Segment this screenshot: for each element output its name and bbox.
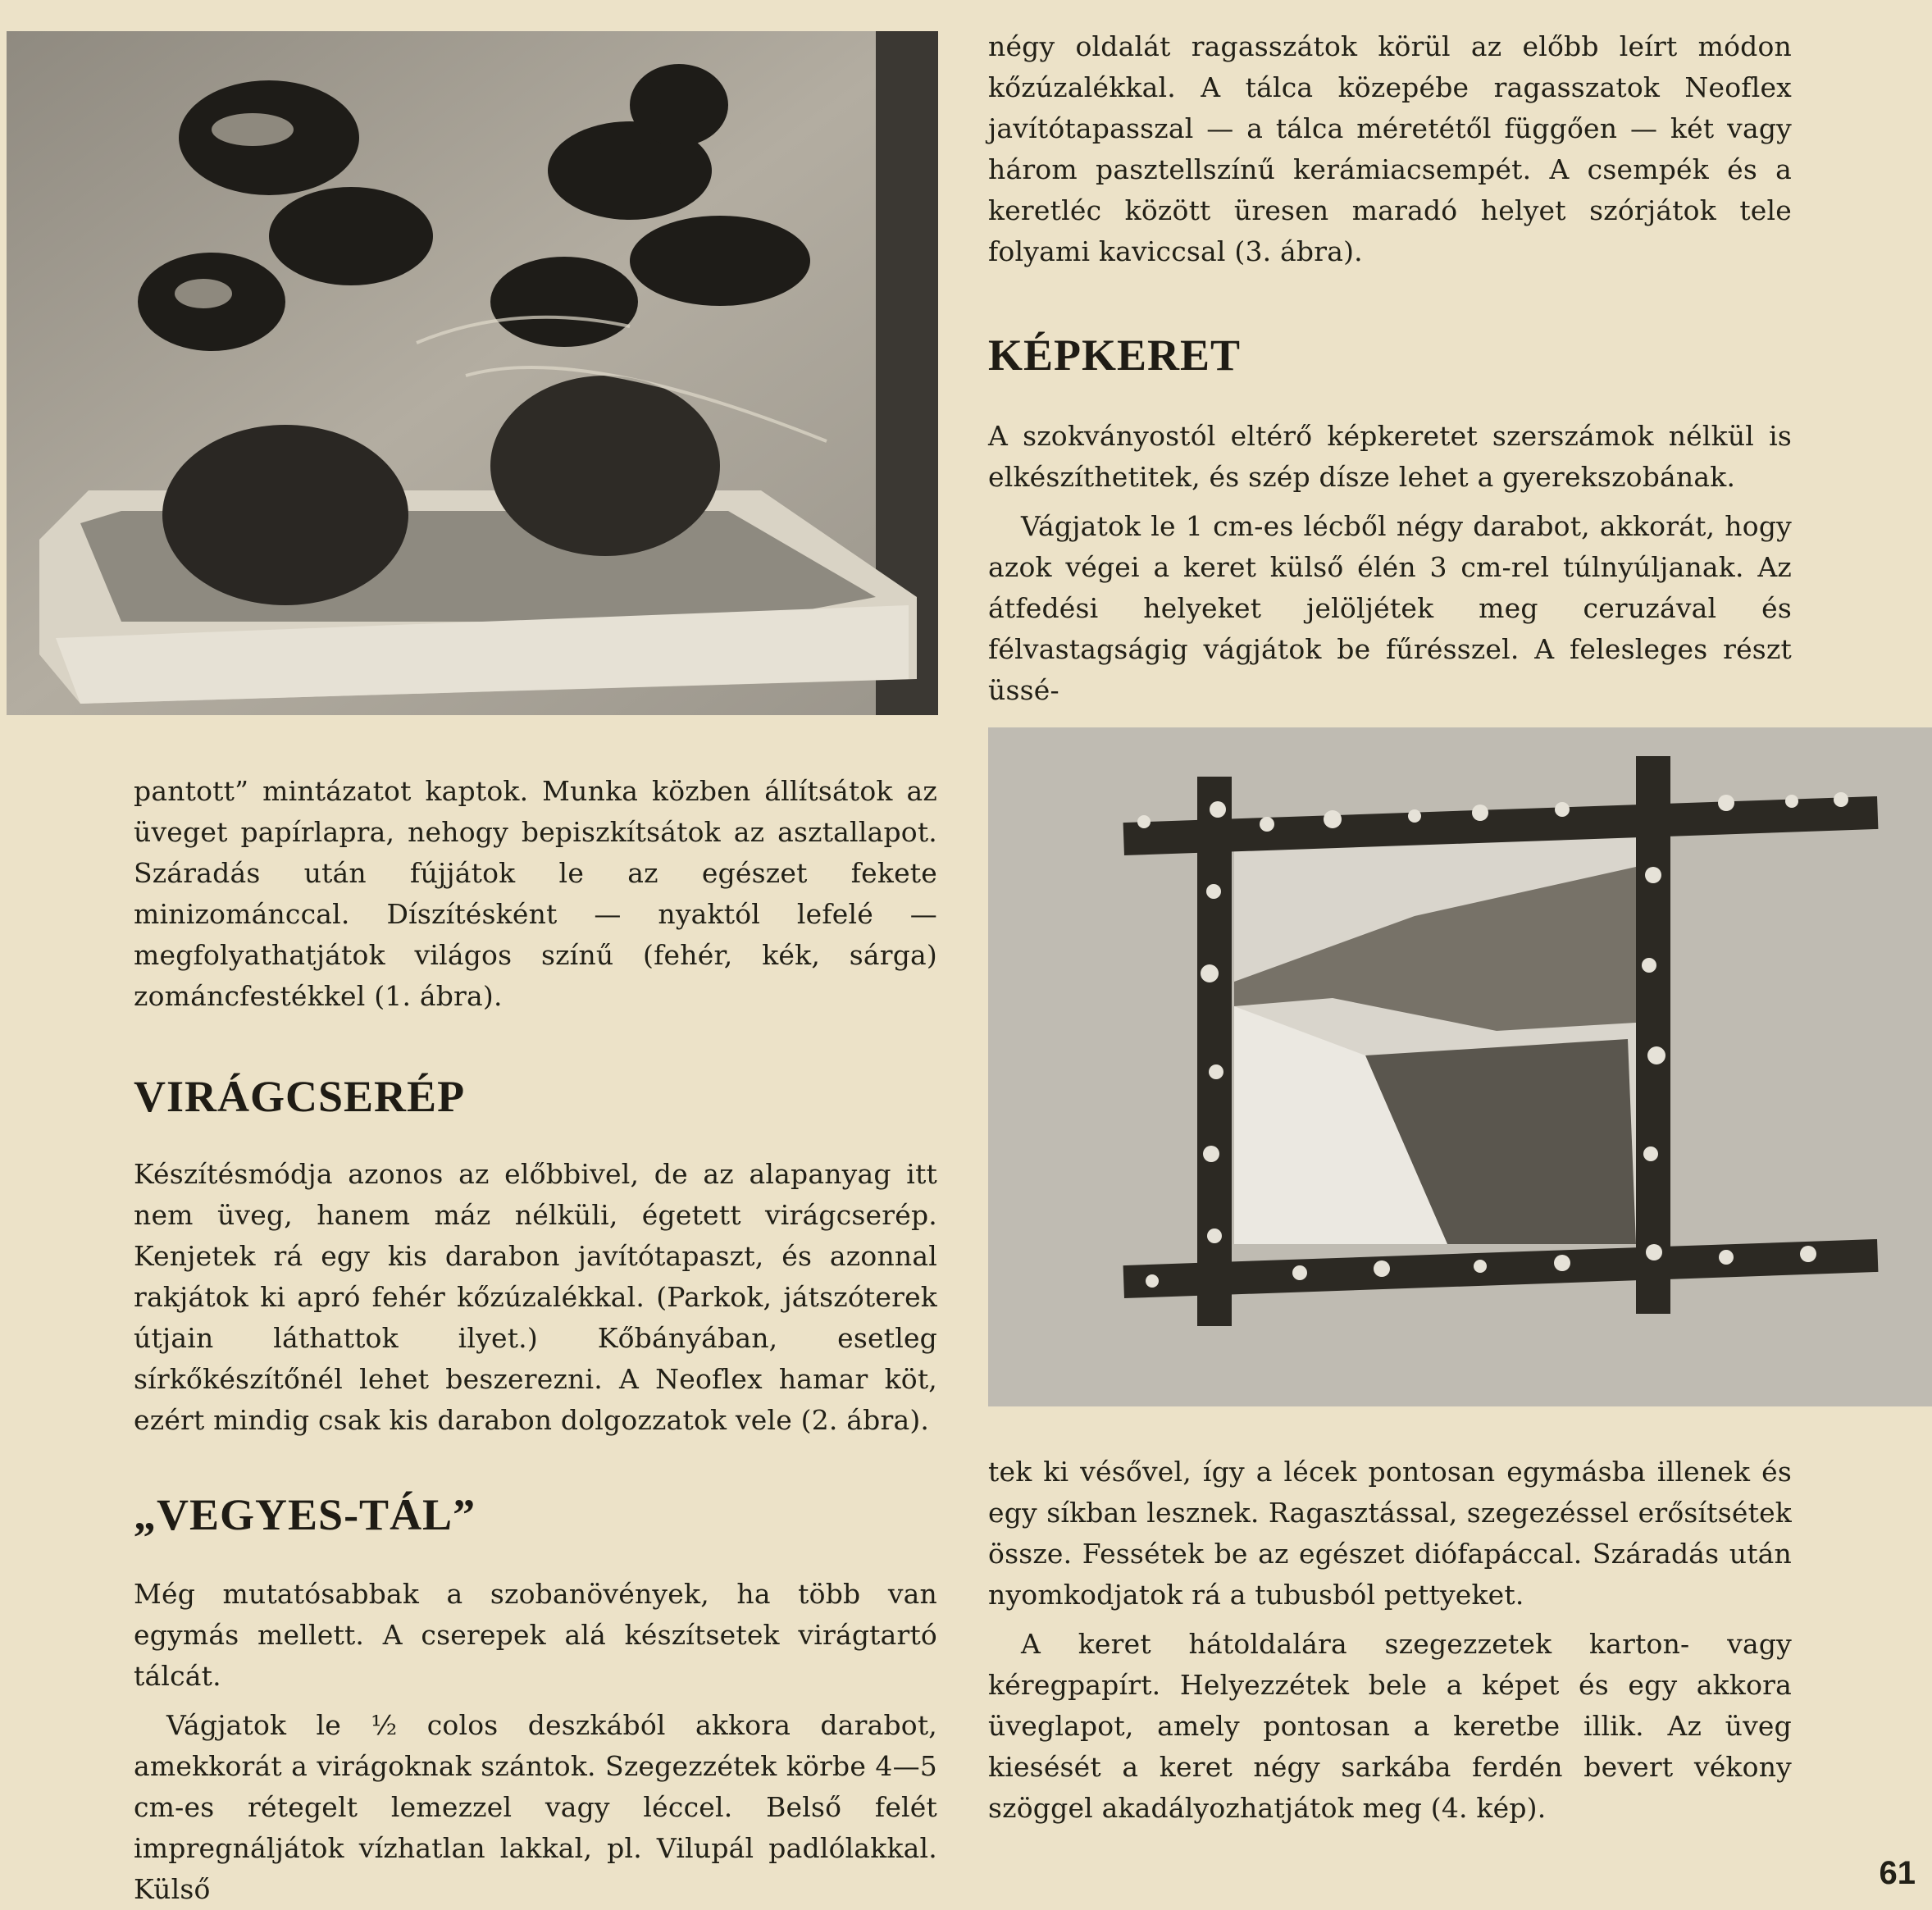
paragraph: Még mutatósabbak a szobanövények, ha több van egymás mellett. A cserepek alá készítsetek virágtartó tálcát. xyxy=(134,1578,937,1692)
paragraph: Vágjatok le ½ colos deszkából akkora darabot, amekkorát a virágoknak szántok. Szegezzétek körbe 4—5 cm-es rétegelt lemezzel vagy léccel. Belső felét impregnáljátok vízhatlan lakkal, pl. Vilupál padlólakkal. Külső xyxy=(134,1709,937,1905)
paragraph: Vágjatok le 1 cm-es lécből négy darabot, akkorát, hogy azok végei a keret külső élén 3 cm-rel túlnyúljanak. Az átfedési helyeket jelöljétek meg ceruzával és félvastagságig vágjátok be fűrésszel. A felesleges részt üssé- xyxy=(988,510,1792,706)
plant-tray-photo xyxy=(7,31,938,715)
paragraph: pantott” mintázatot kaptok. Munka közben állítsátok az üveget papírlapra, nehogy bepiszkítsátok az asztallapot. Száradás után fújjátok le az egészet fekete minizománccal. Díszítésként — nyaktól lefelé — megfolyathatjátok világos színű (fehér, kék, sárga) zománcfestékkel (1. ábra). xyxy=(134,775,937,1012)
kepkeret-heading: KÉPKERET xyxy=(988,330,1242,380)
viragcserep-text xyxy=(134,1154,937,1441)
paragraph: tek ki vésővel, így a lécek pontosan egymásba illenek és egy síkban lesznek. Ragasztással, szegezéssel erősítsétek össze. Fessétek be az egészet diófapáccal. Száradás után nyomkodjatok rá a tubusból pettyeket. xyxy=(988,1456,1792,1611)
picture-frame-photo xyxy=(988,727,1932,1406)
kepkeret-text xyxy=(988,416,1792,711)
left-column-top-text xyxy=(134,771,937,1017)
viragcserep-heading: VIRÁGCSERÉP xyxy=(134,1072,466,1121)
paragraph: Készítésmódja azonos az előbbivel, de az alapanyag itt nem üveg, hanem máz nélküli, égetett virágcserép. Kenjetek rá egy kis darabon javítótapaszt, és azonnal rakjátok ki apró fehér kőzúzalékkal. (Parkok, játszóterek útjain láthattok ilyet.) Kőbányában, esetleg sírkőkészítőnél lehet beszerezni. A Neoflex hamar köt, ezért mindig csak kis darabon dolgozzatok vele (2. ábra). xyxy=(134,1158,937,1436)
vegyes-tal-heading: „VEGYES-TÁL” xyxy=(134,1490,476,1539)
paragraph: A szokványostól eltérő képkeretet szerszámok nélkül is elkészíthetitek, és szép dísze lehet a gyerekszobának. xyxy=(988,420,1792,493)
paragraph: A keret hátoldalára szegezzetek karton- vagy kéregpapírt. Helyezzétek bele a képet és egy akkora üveglapot, amely pontosan a keretbe illik. Az üveg kiesését a keret négy sarkába ferdén bevert vékony szöggel akadályozhatjátok meg (4. kép). xyxy=(988,1628,1792,1824)
right-column-bottom-text xyxy=(988,1452,1792,1829)
paragraph: négy oldalát ragasszátok körül az előbb leírt módon kőzúzalékkal. A tálca közepébe ragasszatok Neoflex javítótapasszal — a tálca méretétől függően — két vagy három pasztellszínű kerámiacsempét. A csempék és a keretléc között üresen maradó helyet szórjátok tele folyami kaviccsal (3. ábra). xyxy=(988,30,1792,267)
vegyes-tal-text xyxy=(134,1574,937,1910)
page-number: 61 xyxy=(1879,1855,1916,1891)
right-column-top-text xyxy=(988,26,1792,272)
